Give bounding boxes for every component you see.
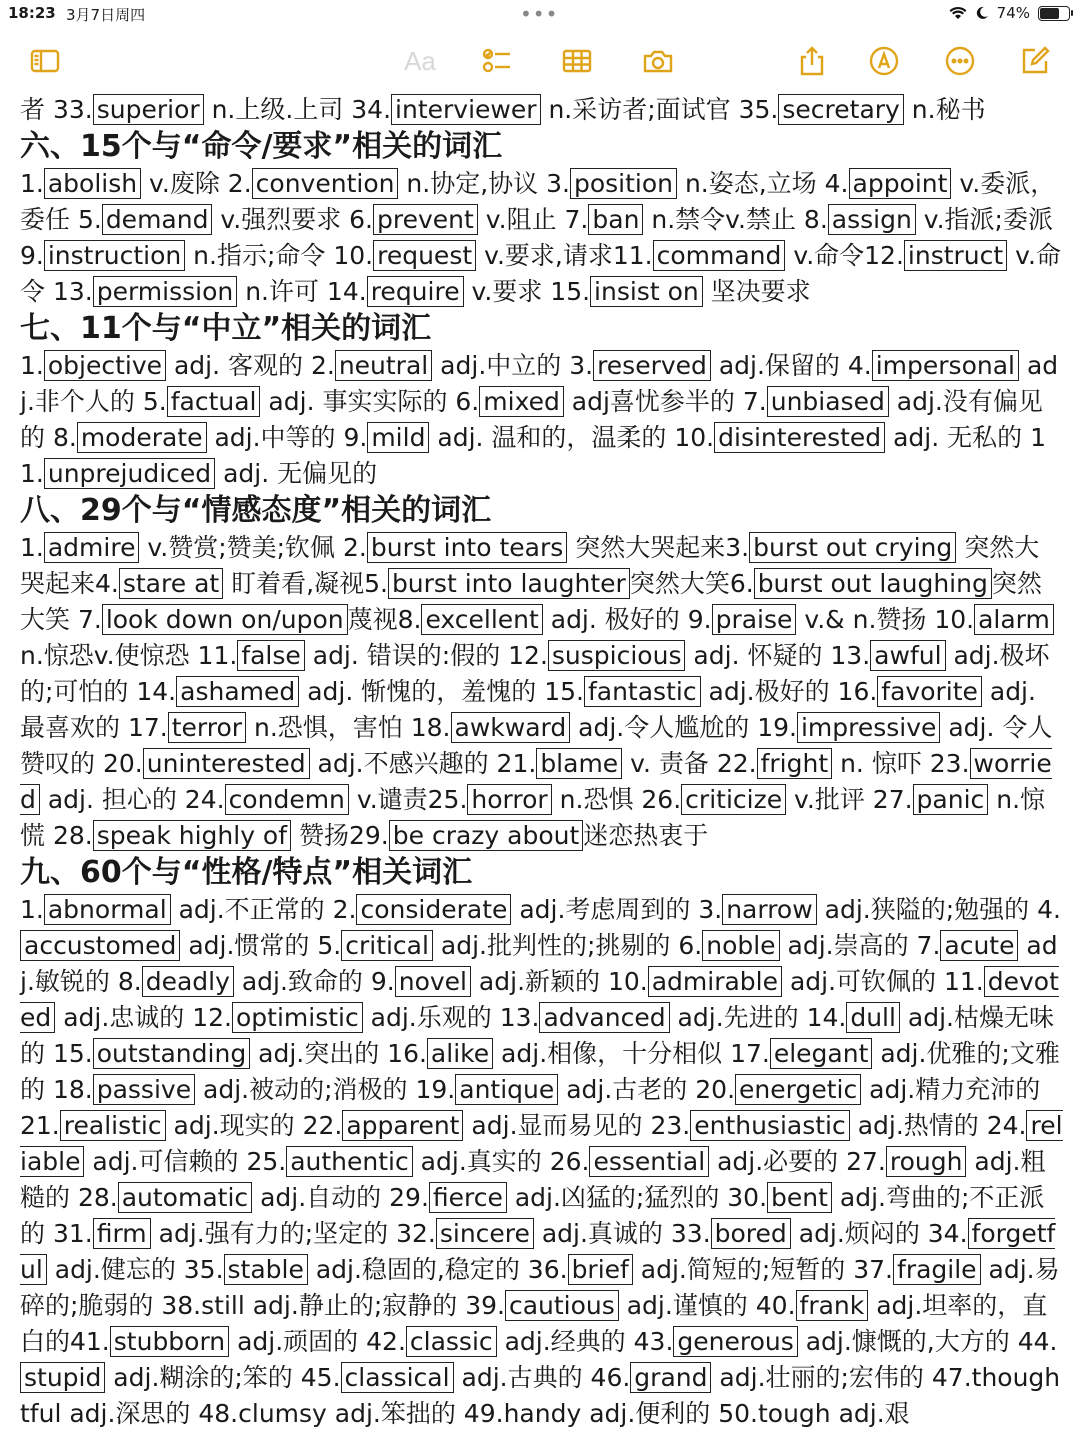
camera-icon[interactable] [641,44,675,78]
vocab-text: adj. 担心的 24. [39,785,225,814]
vocab-text: n.许可 14. [237,277,367,306]
vocab-word-box: burst into laughter [388,568,630,599]
vocab-text: adj.极坏的;可怕的 14. [20,641,1050,706]
vocab-text: adj.崇高的 7. [779,931,941,960]
vocab-word-box: realistic [60,1110,166,1141]
vocab-word-box: false [237,640,304,671]
vocab-word-box: energetic [735,1074,861,1105]
vocab-word-box: authentic [286,1146,413,1177]
vocab-text: adj. 错误的:假的 12. [304,641,548,670]
vocab-text: adj.可信赖的 25. [84,1147,287,1176]
vocab-text: 突然大哭起来3. [567,533,750,562]
vocab-word-box: horror [467,784,551,815]
vocab-text: adj.新颖的 10. [470,967,648,996]
vocab-text: v.委派，委任 5. [20,169,1056,234]
vocab-word-box: fierce [429,1182,507,1213]
section-heading: 七、11个与“中立”相关的词汇 [20,311,432,346]
vocab-word-box: praise [712,604,797,635]
vocab-word-box: objective [44,350,166,381]
sidebar-toggle-icon[interactable] [28,44,62,78]
vocab-text: adj.坦率的，直白的41. [20,1291,1048,1356]
vocab-text: adj.不感兴趣的 21. [309,749,537,778]
vocab-word-box: stare at [119,568,223,599]
vocab-text: adj.真实的 26. [412,1147,590,1176]
vocab-text: 盯着看,凝视5. [223,569,388,598]
vocab-text: adj.糊涂的;笨的 45. [105,1363,341,1392]
checklist-icon[interactable] [480,44,514,78]
wifi-icon [949,6,967,20]
vocab-text: adj.简短的;短暂的 37. [632,1255,894,1284]
moon-icon [975,6,989,20]
status-time: 18:23 [8,4,56,22]
vocab-word-box: moderate [77,422,207,453]
text-format-button[interactable]: Aa [404,45,436,76]
markup-pen-icon[interactable] [867,44,901,78]
vocab-text: adj.可钦佩的 11. [782,967,984,996]
battery-percent: 74% [996,4,1030,22]
vocab-text: 突然大哭起来4. [20,533,1040,598]
vocab-text: adj.易碎的;脆弱的 38.still adj.静止的;寂静的 39. [20,1255,1060,1320]
vocab-text: v.批评 27. [786,785,913,814]
compose-note-icon[interactable] [1018,44,1052,78]
vocab-paragraph [20,348,1064,492]
vocab-word-box: require [367,276,464,307]
vocab-word-box: devoted [20,967,1059,1032]
vocab-text: n.上级.上司 34. [203,95,392,124]
vocab-word-box: optimistic [232,1002,363,1033]
vocab-text: adj.非个人的 5. [20,351,1059,416]
vocab-text: adj.热情的 24. [849,1111,1027,1140]
vocab-word-box: appoint [849,168,952,199]
vocab-word-box: critical [341,930,433,961]
vocab-text: adj.极好的 16. [700,677,878,706]
vocab-word-box: forgetful [20,1219,1056,1284]
vocab-word-box: stable [224,1254,308,1285]
vocab-text: v.要求 15. [463,277,591,306]
vocab-word-box: dull [846,1002,900,1033]
vocab-word-box: classic [406,1326,497,1357]
vocab-text: adj.经典的 43. [496,1327,674,1356]
vocab-word-box: noble [702,930,779,961]
vocab-text: v.命令 13. [20,241,1061,306]
vocab-word-box: abnormal [44,894,171,925]
vocab-text: adj.致命的 9. [233,967,395,996]
notes-toolbar [0,36,1080,86]
vocab-text: adj. 令人赞叹的 20. [20,713,1053,778]
vocab-text: adj.顽固的 42. [229,1327,406,1356]
vocab-word-box: stubborn [110,1326,229,1357]
vocab-word-box: neutral [335,350,432,381]
vocab-text: adj. 无偏见的 [215,459,378,488]
vocab-text: adj.弯曲的;不正派的 31. [20,1183,1045,1248]
vocab-word-box: brief [568,1254,633,1285]
vocab-word-box: acute [940,930,1018,961]
vocab-text: adj.先进的 14. [669,1003,847,1032]
vocab-word-box: accustomed [20,930,180,961]
vocab-word-box: generous [673,1326,797,1357]
vocab-word-box: superior [93,94,204,125]
vocab-paragraph [20,92,1064,128]
vocab-text: n.惊恐v.使惊恐 11. [20,641,238,670]
vocab-text: adj.相像，十分相似 17. [493,1039,770,1068]
vocab-word-box: grand [630,1362,711,1393]
vocab-word-box: alike [427,1038,493,1069]
status-right [949,4,1070,22]
vocab-text: 1. [20,533,44,562]
vocab-word-box: assign [828,204,916,235]
note-body[interactable] [20,92,1064,1432]
vocab-text: adj.突出的 16. [250,1039,427,1068]
vocab-word-box: impersonal [872,350,1019,381]
vocab-word-box: factual [167,386,261,417]
vocab-word-box: automatic [118,1182,252,1213]
vocab-text: adj. 怀疑的 13. [685,641,871,670]
vocab-text: adj. 最喜欢的 17. [20,677,1036,742]
vocab-text: 1. [20,895,44,924]
vocab-text: adj.中立的 3. [432,351,594,380]
vocab-word-box: position [570,168,677,199]
vocab-text: adj.壮丽的;宏伟的 47.thoughtful adj.深思的 48.clumsy adj.笨拙的 49.handy adj.便利的 50.tough adj.艰 [20,1363,1061,1428]
vocab-word-box: interviewer [391,94,540,125]
vocab-word-box: novel [395,966,471,997]
vocab-text: 坚决要求 [702,277,811,306]
battery-icon [1038,6,1070,21]
vocab-text: n.姿态,立场 4. [677,169,849,198]
vocab-word-box: be crazy about [389,820,584,851]
vocab-text: adj.健忘的 35. [46,1255,224,1284]
vocab-text: adj.乐观的 13. [362,1003,540,1032]
vocab-word-box: unprejudiced [44,458,215,489]
vocab-word-box: abolish [44,168,141,199]
vocab-word-box: antique [455,1074,558,1105]
vocab-text: adj.批判性的;挑剔的 6. [432,931,703,960]
vocab-word-box: terror [168,712,246,743]
vocab-text: adj.显而易见的 23. [463,1111,691,1140]
vocab-word-box: impressive [797,712,940,743]
vocab-text: adj.古老的 20. [558,1075,736,1104]
vocab-word-box: classical [341,1362,454,1393]
vocab-word-box: apparent [342,1110,463,1141]
vocab-text: adj.惯常的 5. [180,931,342,960]
vocab-word-box: admirable [648,966,782,997]
vocab-word-box: fright [757,748,833,779]
vocab-word-box: convention [252,168,399,199]
vocab-text: 1. [20,351,44,380]
vocab-word-box: reserved [593,350,711,381]
vocab-text: adj.敏锐的 8. [20,931,1058,996]
vocab-text: 迷恋热衷于 [583,821,709,850]
vocab-text: adj. 客观的 2. [166,351,335,380]
vocab-word-box: enthusiastic [690,1110,850,1141]
vocab-text: n.恐惧，害怕 18. [246,713,451,742]
vocab-word-box: condemn [225,784,349,815]
vocab-text: adj.优雅的;文雅的 18. [20,1039,1060,1104]
vocab-word-box: uninterested [143,748,310,779]
vocab-text: v.赞赏;赞美;钦佩 2. [139,533,367,562]
vocab-word-box: prevent [373,204,478,235]
vocab-text: adj. 无私的 11. [20,423,1046,488]
section-heading: 九、60个与“性格/特点”相关词汇 [20,855,473,890]
vocab-word-box: outstanding [93,1038,250,1069]
vocab-word-box: worried [20,749,1052,814]
vocab-text: adj. 温和的，温柔的 10. [429,423,715,452]
vocab-text: adj.真诚的 33. [533,1219,711,1248]
vocab-text: v.命令12. [785,241,904,270]
vocab-text: adj. 惭愧的，羞愧的 15. [299,677,584,706]
vocab-word-box: ashamed [176,676,299,707]
vocab-text: adj.忠诚的 12. [55,1003,232,1032]
vocab-word-box: demand [102,204,213,235]
multitasking-dots-icon[interactable]: ••• [520,2,559,26]
vocab-word-box: alarm [974,604,1054,635]
vocab-text: adj.枯燥无味的 15. [20,1003,1054,1068]
vocab-text: adj.令人尴尬的 19. [570,713,797,742]
vocab-word-box: instruction [44,240,185,271]
vocab-text: adj.不正常的 2. [170,895,357,924]
vocab-text: adj. 极好的 9. [542,605,712,634]
vocab-text: 突然大笑 7. [20,569,1042,634]
vocab-word-box: request [373,240,476,271]
vocab-word-box: considerate [356,894,511,925]
vocab-text: adj.必要的 27. [709,1147,886,1176]
vocab-word-box: bored [711,1218,791,1249]
vocab-text: n.指示;命令 10. [185,241,374,270]
vocab-word-box: mild [367,422,429,453]
vocab-word-box: stupid [20,1362,105,1393]
vocab-word-box: favorite [877,676,982,707]
vocab-word-box: narrow [722,894,816,925]
vocab-word-box: passive [93,1074,195,1105]
vocab-text: v. 责备 22. [622,749,757,778]
vocab-text: v.阻止 7. [477,205,589,234]
vocab-word-box: advanced [539,1002,669,1033]
vocab-text: n.采访者;面试官 35. [540,95,779,124]
vocab-text: adj喜忧参半的 7. [563,387,767,416]
vocab-word-box: criticize [681,784,786,815]
vocab-text: adj.谨慎的 40. [618,1291,796,1320]
vocab-word-box: deadly [142,966,234,997]
vocab-text: n.禁令v.禁止 8. [643,205,828,234]
vocab-word-box: permission [93,276,238,307]
vocab-word-box: disinterested [714,422,885,453]
vocab-word-box: admire [44,532,140,563]
vocab-text: v.废除 2. [141,169,252,198]
vocab-text: adj.粗糙的 28. [20,1147,1046,1212]
vocab-word-box: speak highly of [93,820,291,851]
vocab-text: n.惊慌 28. [20,785,1046,850]
vocab-text: adj. 事实实际的 6. [260,387,480,416]
vocab-paragraph [20,892,1064,1432]
more-options-icon[interactable] [943,44,977,78]
vocab-text: 蔑视8. [347,605,422,634]
vocab-word-box: essential [589,1146,709,1177]
vocab-text: v.要求,请求11. [476,241,653,270]
vocab-word-box: burst into tears [367,532,567,563]
vocab-paragraph [20,166,1064,310]
vocab-word-box: fragile [893,1254,981,1285]
vocab-word-box: suspicious [548,640,686,671]
vocab-text: v.强烈要求 6. [212,205,374,234]
vocab-text: adj.现实的 22. [165,1111,343,1140]
section-heading: 六、15个与“命令/要求”相关的词汇 [20,129,503,164]
vocab-word-box: awful [870,640,945,671]
vocab-paragraph [20,530,1064,854]
status-bar [0,0,1080,28]
vocab-word-box: sincere [436,1218,534,1249]
vocab-word-box: cautious [505,1290,619,1321]
vocab-word-box: excellent [421,604,542,635]
vocab-text: adj.狭隘的;勉强的 4. [816,895,1061,924]
vocab-text: adj.强有力的;坚定的 32. [150,1219,436,1248]
vocab-text: v.谴责25. [348,785,468,814]
vocab-text: 1. [20,169,44,198]
vocab-word-box: reliable [20,1111,1063,1176]
vocab-text: n.秘书 [903,95,986,124]
vocab-word-box: fantastic [584,676,701,707]
vocab-text: adj.中等的 9. [206,423,368,452]
vocab-word-box: look down on/upon [102,604,348,635]
vocab-text: n. 惊吓 23. [832,749,970,778]
vocab-text: n.恐惧 26. [551,785,682,814]
vocab-text: 赞扬29. [291,821,389,850]
vocab-word-box: firm [93,1218,151,1249]
vocab-word-box: burst out laughing [754,568,992,599]
vocab-word-box: secretary [778,94,903,125]
vocab-text: adj.慷慨的,大方的 44. [797,1327,1058,1356]
vocab-text: adj.精力充沛的 21. [20,1075,1041,1140]
vocab-text: adj.考虑周到的 3. [511,895,723,924]
vocab-text: n.协定,协议 3. [398,169,570,198]
vocab-word-box: awkward [451,712,571,743]
vocab-word-box: burst out crying [749,532,956,563]
vocab-text: v.指派;委派 9. [20,205,1053,270]
vocab-word-box: ban [588,204,643,235]
vocab-text: adj.稳固的,稳定的 36. [307,1255,568,1284]
vocab-word-box: command [653,240,786,271]
vocab-text: adj.凶猛的;猛烈的 30. [506,1183,768,1212]
vocab-text: v.& n.赞扬 10. [796,605,975,634]
vocab-word-box: instruct [904,240,1007,271]
status-date: 3月7日周四 [66,6,146,24]
vocab-text: 突然大笑6. [629,569,754,598]
vocab-word-box: mixed [479,386,564,417]
vocab-text: adj.古典的 46. [453,1363,631,1392]
vocab-word-box: insist on [590,276,703,307]
vocab-word-box: rough [886,1146,967,1177]
vocab-text: adj.烦闷的 34. [790,1219,968,1248]
share-icon[interactable] [795,44,829,78]
vocab-word-box: elegant [770,1038,873,1069]
vocab-word-box: panic [913,784,989,815]
vocab-word-box: frank [796,1290,869,1321]
section-heading: 八、29个与“情感态度”相关的词汇 [20,493,492,528]
vocab-text: adj.自动的 29. [252,1183,429,1212]
vocab-word-box: blame [536,748,622,779]
vocab-text: adj.被动的;消极的 19. [195,1075,456,1104]
vocab-word-box: bent [767,1182,832,1213]
vocab-text: adj.保留的 4. [710,351,872,380]
vocab-word-box: unbiased [767,386,889,417]
vocab-text: adj.没有偏见的 8. [20,387,1043,452]
table-icon[interactable] [560,44,594,78]
vocab-text: 者 33. [20,95,93,124]
